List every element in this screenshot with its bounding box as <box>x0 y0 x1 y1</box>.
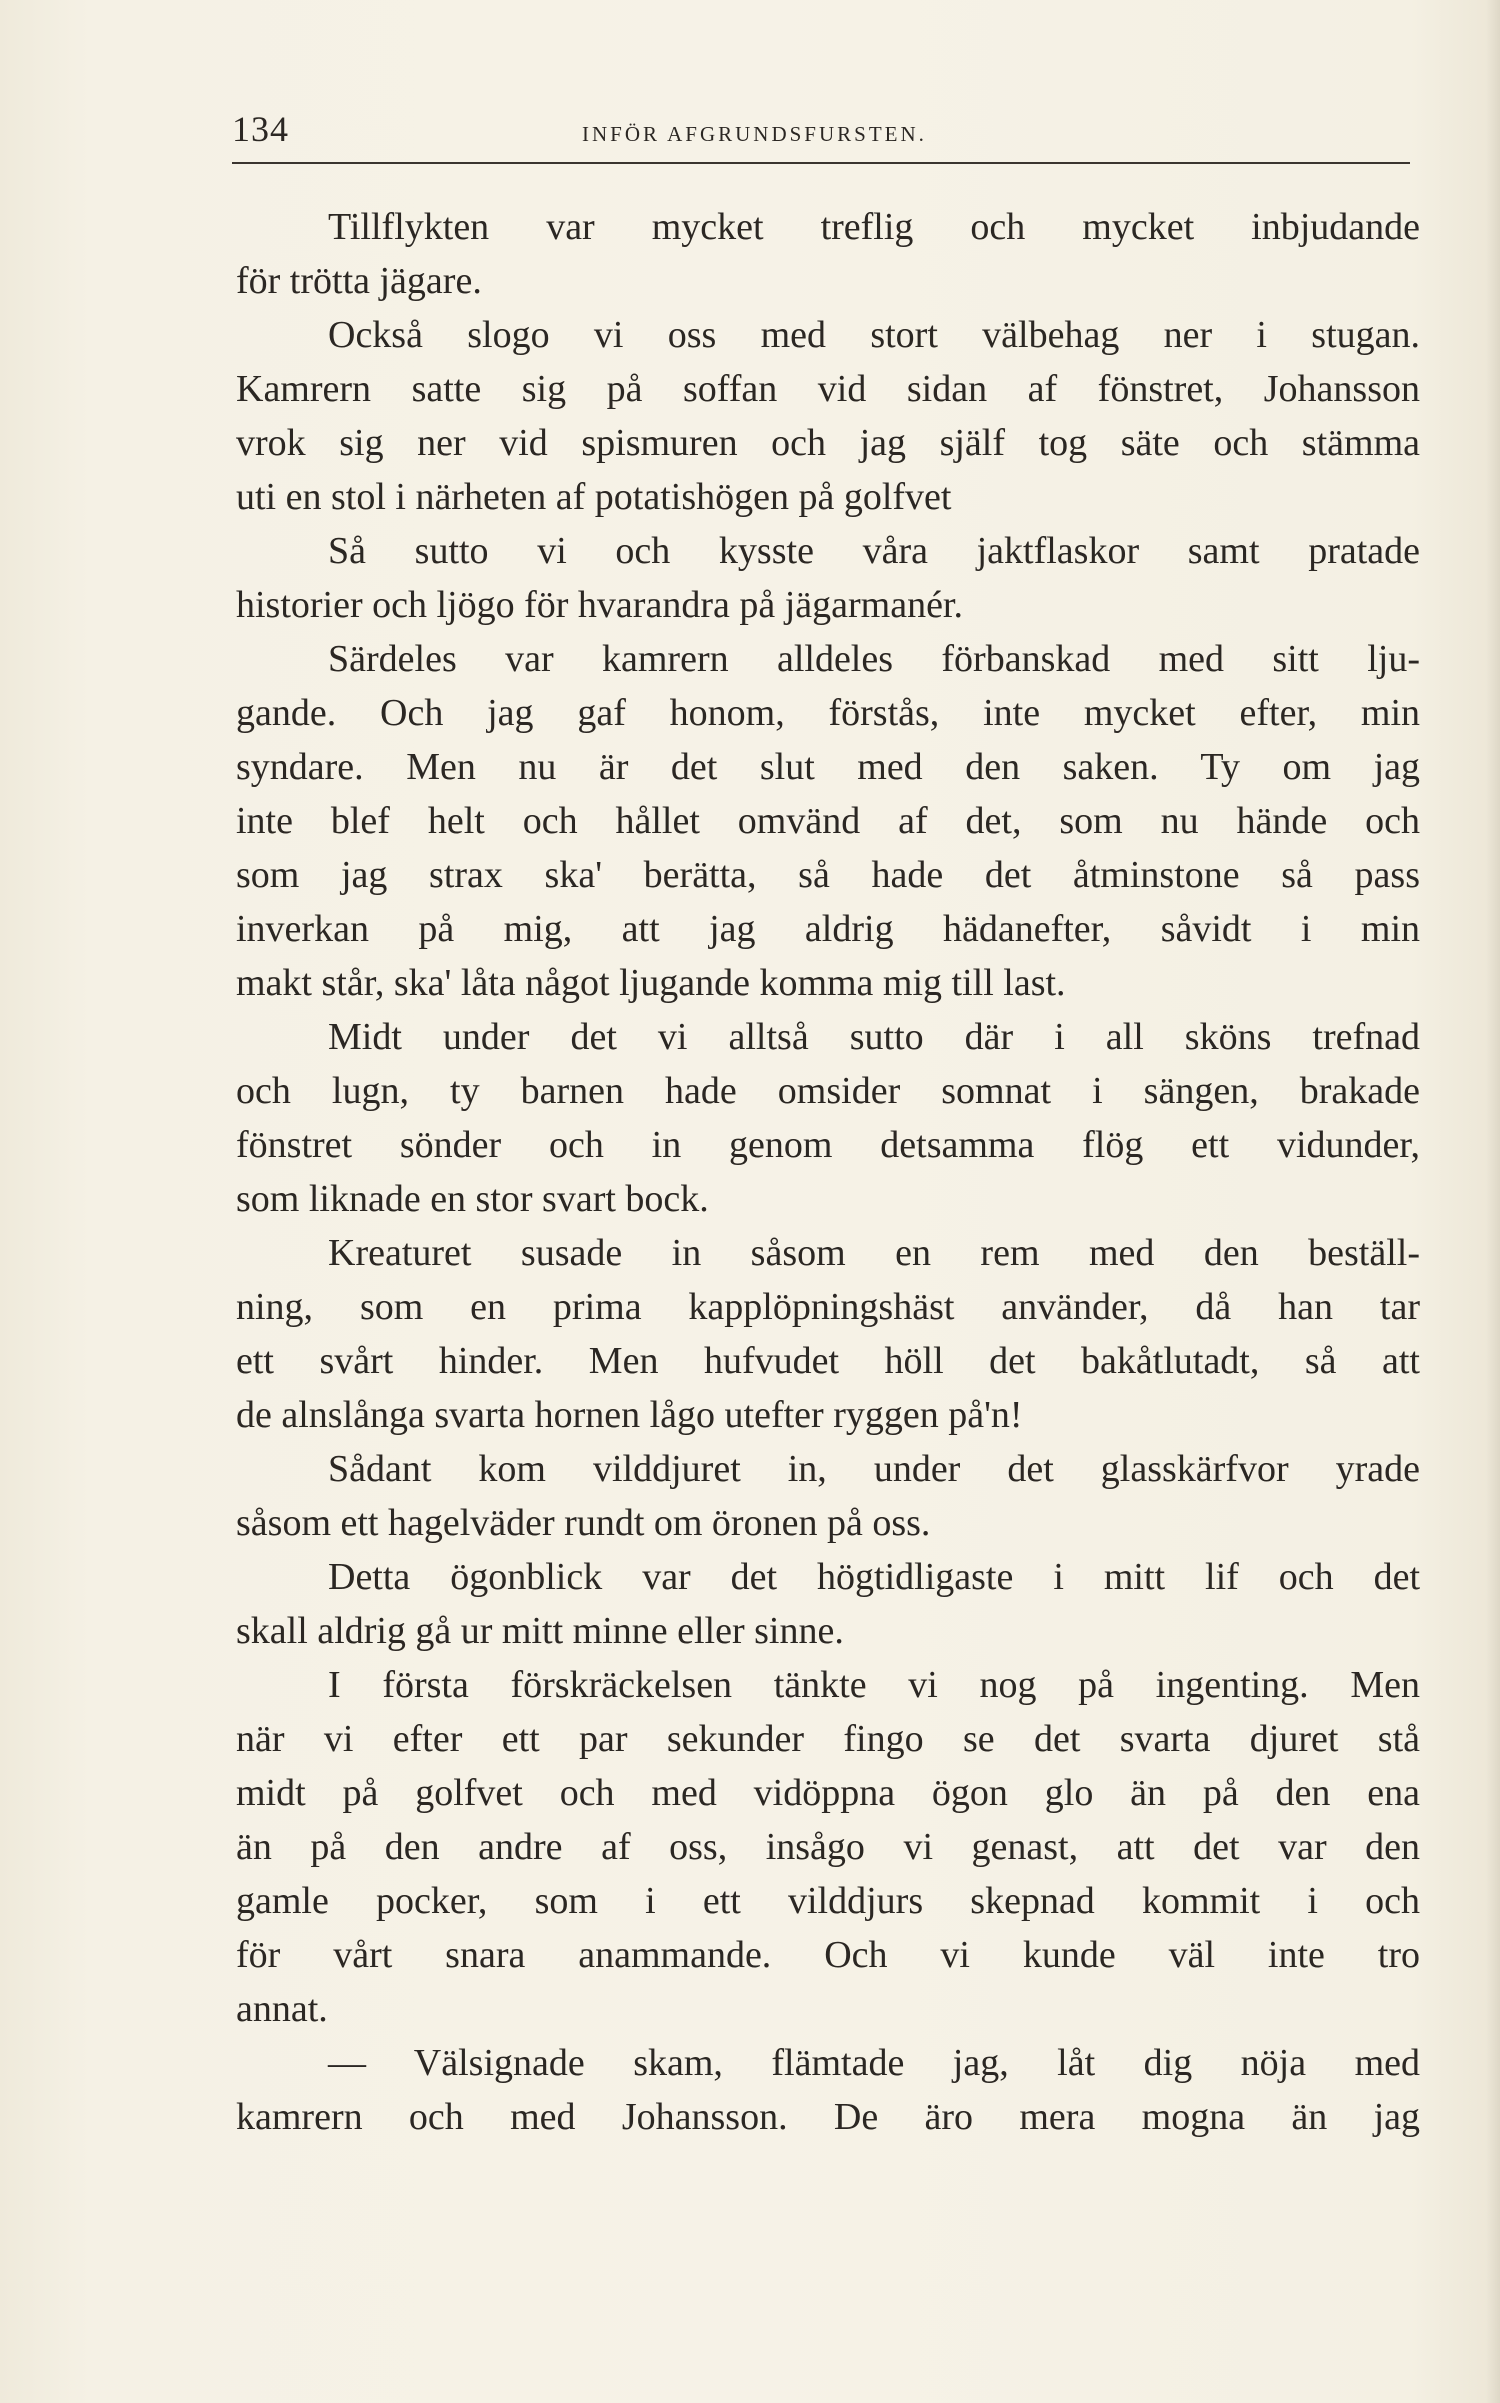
text-line: inte blef helt och hållet omvänd af det, som nu hände och <box>236 800 1420 842</box>
text-line: för trötta jägare. <box>236 260 482 302</box>
page-edge-shadow <box>1486 0 1500 2403</box>
text-line: fönstret sönder och in genom detsamma flög ett vidunder, <box>236 1124 1420 1166</box>
text-line: ning, som en prima kapplöpningshäst använder, då han tar <box>236 1286 1420 1328</box>
text-line: makt står, ska' låta något ljugande komma mig till last. <box>236 962 1066 1004</box>
text-line: Midt under det vi alltså sutto där i all sköns trefnad <box>328 1016 1420 1058</box>
text-line: historier och ljögo för hvarandra på jägarmanér. <box>236 584 963 626</box>
text-line: I första förskräckelsen tänkte vi nog på ingenting. Men <box>328 1664 1420 1706</box>
text-line: ett svårt hinder. Men hufvudet höll det bakåtlutadt, så att <box>236 1340 1420 1382</box>
text-line: Kreaturet susade in såsom en rem med den beställ- <box>328 1232 1420 1274</box>
text-line: när vi efter ett par sekunder fingo se det svarta djuret stå <box>236 1718 1420 1760</box>
text-line: — Välsignade skam, flämtade jag, låt dig nöja med <box>328 2042 1420 2084</box>
text-line: uti en stol i närheten af potatishögen på golfvet <box>236 476 952 518</box>
text-line: Också slogo vi oss med stort välbehag ner i stugan. <box>328 314 1420 356</box>
text-line: Detta ögonblick var det högtidligaste i mitt lif och det <box>328 1556 1420 1598</box>
text-line: annat. <box>236 1988 328 2030</box>
text-line: syndare. Men nu är det slut med den saken. Ty om jag <box>236 746 1420 788</box>
text-line: som liknade en stor svart bock. <box>236 1178 709 1220</box>
page-header <box>232 108 1410 160</box>
text-line: Kamrern satte sig på soffan vid sidan af fönstret, Johansson <box>236 368 1420 410</box>
text-line: de alnslånga svarta hornen lågo utefter ryggen på'n! <box>236 1394 1023 1436</box>
text-line: gande. Och jag gaf honom, förstås, inte mycket efter, min <box>236 692 1420 734</box>
text-line: som jag strax ska' berätta, så hade det åtminstone så pass <box>236 854 1420 896</box>
text-line: Så sutto vi och kysste våra jaktflaskor samt pratade <box>328 530 1420 572</box>
text-line: och lugn, ty barnen hade omsider somnat i sängen, brakade <box>236 1070 1420 1112</box>
header-rule <box>232 162 1410 164</box>
text-line: Särdeles var kamrern alldeles förbanskad med sitt lju- <box>328 638 1420 680</box>
text-line: vrok sig ner vid spismuren och jag själf tog säte och stämma <box>236 422 1420 464</box>
body-text <box>236 200 1420 2144</box>
text-line: skall aldrig gå ur mitt minne eller sinne. <box>236 1610 844 1652</box>
text-line: inverkan på mig, att jag aldrig hädanefter, såvidt i min <box>236 908 1420 950</box>
text-line: midt på golfvet och med vidöppna ögon glo än på den ena <box>236 1772 1420 1814</box>
page-number: 134 <box>232 109 289 149</box>
text-line: såsom ett hagelväder rundt om öronen på oss. <box>236 1502 931 1544</box>
text-line: för vårt snara anammande. Och vi kunde väl inte tro <box>236 1934 1420 1976</box>
text-line: gamle pocker, som i ett vilddjurs skepnad kommit i och <box>236 1880 1420 1922</box>
text-line: Sådant kom vilddjuret in, under det glasskärfvor yrade <box>328 1448 1420 1490</box>
running-title: INFÖR AFGRUNDSFURSTEN. <box>582 122 927 146</box>
text-line: än på den andre af oss, insågo vi genast, att det var den <box>236 1826 1420 1868</box>
text-line: kamrern och med Johansson. De äro mera mogna än jag <box>236 2096 1420 2138</box>
text-line: Tillflykten var mycket treflig och mycket inbjudande <box>328 206 1420 248</box>
